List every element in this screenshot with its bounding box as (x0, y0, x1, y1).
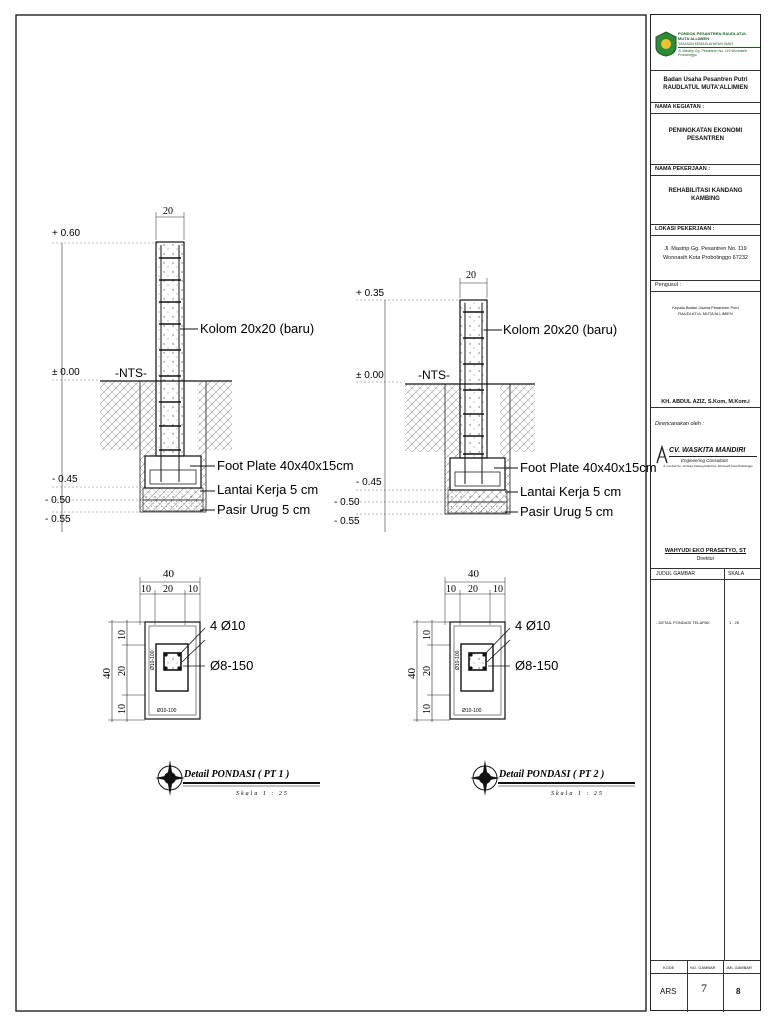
consultant-name: CV. WASKITA MANDIRI (669, 447, 746, 454)
no-gambar-value: 7 (701, 981, 707, 995)
logo-line1: PONDOK PESANTREN RAUDLATUL MUTA'ALLIMIEN (678, 31, 747, 41)
pt1-section (45, 206, 354, 532)
title-block-header (651, 15, 760, 70)
judul-value: - DETAIL PONDASI TELAPAK (656, 620, 710, 625)
pt1-label-foot: Foot Plate 40x40x15cm (217, 458, 354, 473)
pt2-plan-total: 40 (468, 568, 479, 580)
pt2-width-label: 20 (466, 270, 476, 281)
lokasi-1: Jl. Mastrip Gg. Pesantren No. 119 (664, 246, 747, 252)
pengusul-row (651, 280, 760, 407)
logo-line3: Jl. Mastrip Gg. Pesantren No. 119 Wonoasih Probolinggo (678, 49, 747, 57)
pt1-width-label: 20 (163, 206, 173, 217)
owner-row (651, 70, 760, 102)
pt1-rebar-stirrup: Ø8-150 (210, 658, 254, 673)
pt2-compass-icon (470, 760, 500, 796)
pt2-elev-c: - 0.55 (334, 516, 360, 527)
nama-pekerjaan-2: KAMBING (691, 196, 720, 202)
pt2-plan-v-a: 10 (422, 630, 433, 640)
pt2-label-lantai: Lantai Kerja 5 cm (520, 484, 622, 499)
pt1-plan-seg-c: 10 (188, 584, 198, 595)
nama-pekerjaan-1: REHABILITASI KANDANG (668, 188, 743, 194)
title-block (650, 14, 761, 1011)
director-name: WAHYUDI EKO PRASETYO, ST (664, 548, 747, 554)
lokasi-row (651, 224, 760, 280)
pt2-nts: -NTS- (418, 368, 450, 382)
pt1-elev-a: - 0.45 (52, 474, 78, 485)
pt2-elev-a: - 0.45 (356, 477, 382, 488)
pt2-detail-scale: Skala 1 : 25 (551, 791, 604, 797)
pt2-plan-inner-label: Ø10-100 (462, 708, 482, 714)
pt2-plan-side-label: Ø10-100 (455, 650, 461, 670)
pt1-elev-b: - 0.50 (45, 495, 71, 506)
pt1-detail-scale: Skala 1 : 25 (236, 791, 289, 797)
pt2-plan-v-b: 20 (422, 666, 433, 676)
pt1-elev-c: - 0.55 (45, 514, 71, 525)
pt1-plan-v-a: 10 (117, 630, 128, 640)
pt1-plan (101, 568, 253, 722)
pengusul-label: Pengusul : (655, 282, 681, 288)
direncanakan-label: Direncanakan oleh : (655, 421, 704, 427)
consultant-logo-icon (655, 445, 669, 465)
pt1-label-kolom: Kolom 20x20 (baru) (200, 321, 315, 336)
pengusul-2: RAUDLATUL MUTA'ALLIMIEN (678, 311, 733, 316)
pt1-plan-v-c: 10 (117, 704, 128, 714)
nama-kegiatan-2: PESANTREN (686, 136, 724, 142)
pt2-detail-title-block (470, 760, 635, 797)
pt2-plan-seg-b: 20 (468, 584, 478, 595)
pengusul-1: Kepala Badan Usaha Pesantren Putri (672, 305, 739, 310)
pt1-plan-inner-label: Ø10-100 (157, 708, 177, 714)
pt2-label-pasir: Pasir Urug 5 cm (520, 504, 614, 519)
pt2-elev-zero: ± 0.00 (356, 370, 384, 381)
nama-pekerjaan-row (651, 164, 760, 224)
kode-value: ARS (660, 987, 677, 996)
pt2-elev-top: + 0.35 (356, 288, 385, 299)
pt1-plan-total: 40 (163, 568, 174, 580)
consultant-sub: Engineering Consultant (681, 458, 728, 463)
judul-row (651, 568, 760, 960)
consultant-addr: Jl. Lombok No. 12 Desa Jrebeng Kidul Kec. Wonoasih Kota Probolinggo (663, 464, 753, 468)
pt2-label-foot: Foot Plate 40x40x15cm (520, 460, 657, 475)
pesantren-logo-icon (655, 31, 677, 57)
pt2-label-kolom: Kolom 20x20 (baru) (503, 322, 618, 337)
lokasi-2: Wonoasih Kota Probolinggo 67232 (663, 255, 748, 261)
pt1-label-lantai: Lantai Kerja 5 cm (217, 482, 319, 497)
pt1-label-pasir: Pasir Urug 5 cm (217, 502, 311, 517)
kode-label: KODE (663, 965, 675, 970)
pt1-compass-icon (155, 760, 185, 796)
pt1-elev-top: + 0.60 (52, 228, 81, 239)
pt1-plan-v-total: 40 (101, 668, 113, 679)
owner-line1: Badan Usaha Pesantren Putri (663, 77, 748, 83)
skala-value: 1 : 25 (729, 620, 740, 625)
pt2-plan-seg-c: 10 (493, 584, 503, 595)
pt1-nts: -NTS- (115, 366, 147, 380)
owner-line2: RAUDLATUL MUTA'ALLIMIEN (663, 85, 748, 91)
nama-pekerjaan-label: NAMA PEKERJAAN : (655, 166, 711, 172)
jml-gambar-label: JML GAMBAR (726, 965, 752, 970)
nama-kegiatan-1: PENINGKATAN EKONOMI (668, 128, 743, 134)
pt2-rebar-stirrup: Ø8-150 (515, 658, 559, 673)
pt1-rebar-main: 4 Ø10 (210, 618, 246, 633)
pt2-plan-v-total: 40 (406, 668, 418, 679)
nama-kegiatan-label: NAMA KEGIATAN : (655, 104, 705, 110)
pt2-detail-title: Detail PONDASI ( PT 2 ) (499, 769, 605, 780)
pt2-rebar-main: 4 Ø10 (515, 618, 551, 633)
pt1-plan-seg-a: 10 (141, 584, 151, 595)
pt1-elev-zero: ± 0.00 (52, 367, 80, 378)
director-title: Direktur (696, 556, 715, 562)
direncanakan-row (651, 407, 760, 562)
pt2-plan-seg-a: 10 (446, 584, 456, 595)
kode-row (651, 960, 760, 1012)
pt2-plan-v-c: 10 (422, 704, 433, 714)
pt1-detail-title: Detail PONDASI ( PT 1 ) (184, 769, 290, 780)
pt1-plan-v-b: 20 (117, 666, 128, 676)
pt2-plan (406, 568, 558, 722)
jml-gambar-value: 8 (736, 987, 741, 996)
pt2-elev-b: - 0.50 (334, 497, 360, 508)
no-gambar-label: NO. GAMBAR (690, 965, 716, 970)
pt1-plan-seg-b: 20 (163, 584, 173, 595)
lokasi-label: LOKASI PEKERJAAN : (655, 226, 715, 232)
pengusul-name: KH. ABDUL AZIZ, S.Kom, M.Kom.i (661, 399, 750, 405)
pt1-detail-title-block (155, 760, 320, 797)
logo-line2: YAYASAN KEMASLAHATAN UMAT (678, 42, 734, 46)
judul-label: JUDUL GAMBAR (656, 571, 695, 577)
pt1-plan-side-label: Ø10-100 (150, 650, 156, 670)
pt2-section (334, 270, 657, 532)
skala-label: SKALA (728, 571, 745, 577)
nama-kegiatan-row (651, 102, 760, 164)
